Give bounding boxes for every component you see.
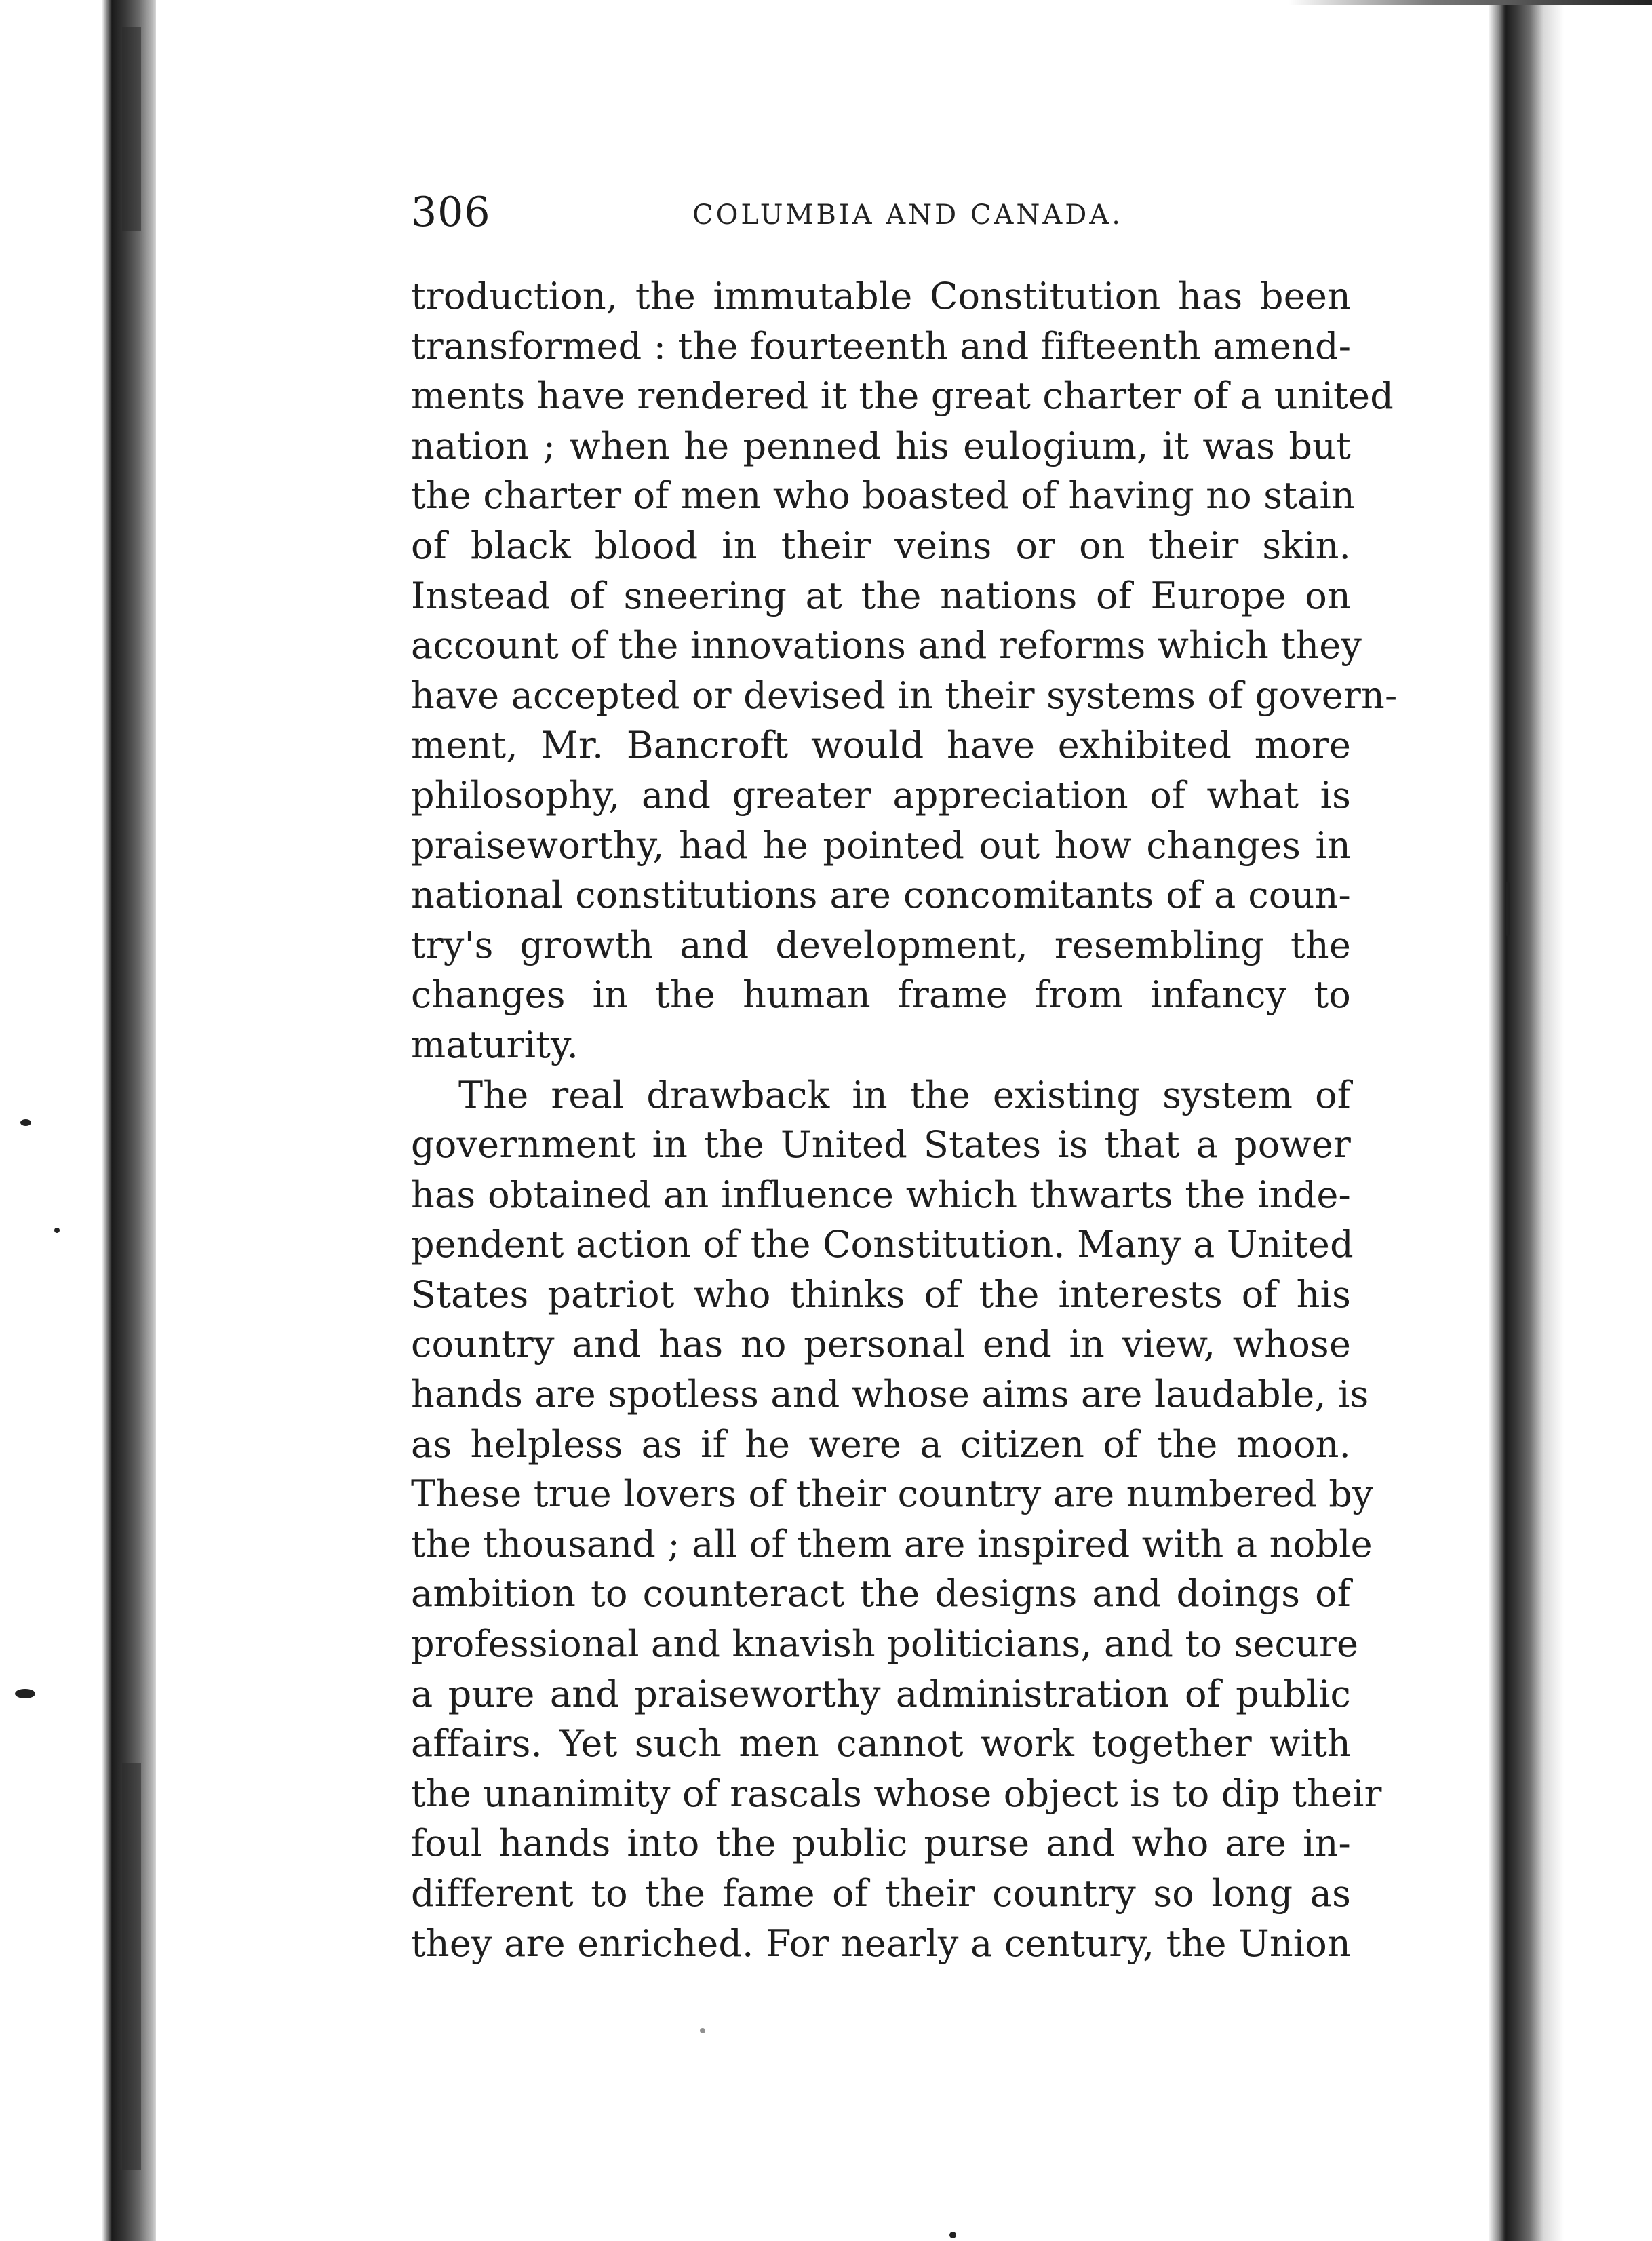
text-line: as helpless as if he were a citizen of the moon. — [411, 1422, 1351, 1466]
text-line: try's growth and development, resembling the — [411, 923, 1351, 967]
scan-artifact — [1289, 0, 1652, 5]
text-line: hands are spotless and whose aims are laudable, is — [411, 1373, 1369, 1416]
text-line: maturity. — [411, 1023, 578, 1066]
text-line: pendent action of the Constitution. Many a United — [411, 1223, 1354, 1266]
text-line: ambition to counteract the designs and doings of — [411, 1572, 1351, 1616]
text-line: ments have rendered it the great charter of a united — [411, 374, 1394, 418]
text-line: country and has no personal end in view, whose — [411, 1323, 1351, 1366]
text-line: national constitutions are concomitants of a coun- — [411, 874, 1351, 917]
scan-speck — [20, 1119, 31, 1126]
text-line: foul hands into the public purse and who are in- — [411, 1822, 1351, 1865]
text-line: the charter of men who boasted of having no stain — [411, 474, 1355, 518]
paragraph-start-line: The real drawback in the existing system of — [458, 1073, 1351, 1116]
scan-speck — [1506, 882, 1510, 936]
scan-speck — [15, 1689, 35, 1698]
text-line: changes in the human frame from infancy to — [411, 973, 1351, 1017]
text-line: government in the United States is that a power — [411, 1123, 1351, 1167]
text-line: These true lovers of their country are numbered by — [411, 1473, 1373, 1516]
running-head: COLUMBIA AND CANADA. — [692, 199, 1123, 231]
text-line: professional and knavish politicians, and to secure — [411, 1622, 1359, 1666]
text-line: has obtained an influence which thwarts the inde- — [411, 1173, 1351, 1216]
scan-speck — [54, 1228, 60, 1233]
text-line: troduction, the immutable Constitution has been — [411, 275, 1351, 317]
text-line: States patriot who thinks of the interests of his — [411, 1272, 1351, 1316]
scan-speck — [700, 2028, 705, 2033]
text-line: ment, Mr. Bancroft would have exhibited more — [411, 724, 1351, 767]
text-line: the thousand ; all of them are inspired with a noble — [411, 1522, 1373, 1565]
text-line: affairs. Yet such men cannot work together with — [411, 1722, 1351, 1766]
text-line: the unanimity of rascals whose object is to dip their — [411, 1772, 1382, 1815]
text-line: account of the innovations and reforms which they — [411, 624, 1362, 667]
text-line: Instead of sneering at the nations of Europe on — [411, 574, 1351, 617]
binding-shadow — [122, 1763, 141, 2170]
text-line: have accepted or devised in their systems of govern- — [411, 674, 1398, 717]
text-line: different to the fame of their country so long as — [411, 1872, 1351, 1915]
scan-speck — [949, 2232, 956, 2238]
text-line: nation ; when he penned his eulogium, it was but — [411, 424, 1351, 467]
text-line: of black blood in their veins or on their skin. — [411, 524, 1351, 567]
text-line: transformed : the fourteenth and fifteenth amend- — [411, 324, 1352, 368]
text-line: praiseworthy, had he pointed out how changes in — [411, 823, 1351, 867]
next-page-edge — [1489, 0, 1652, 2241]
page-number: 306 — [411, 189, 491, 236]
text-line: they are enriched. For nearly a century, the Union — [411, 1922, 1351, 1965]
text-line: a pure and praiseworthy administration of public — [411, 1672, 1351, 1715]
page-header — [411, 189, 1354, 243]
binding-shadow — [122, 27, 141, 231]
text-line: philosophy, and greater appreciation of what is — [411, 773, 1351, 817]
body-text — [411, 271, 1398, 1968]
